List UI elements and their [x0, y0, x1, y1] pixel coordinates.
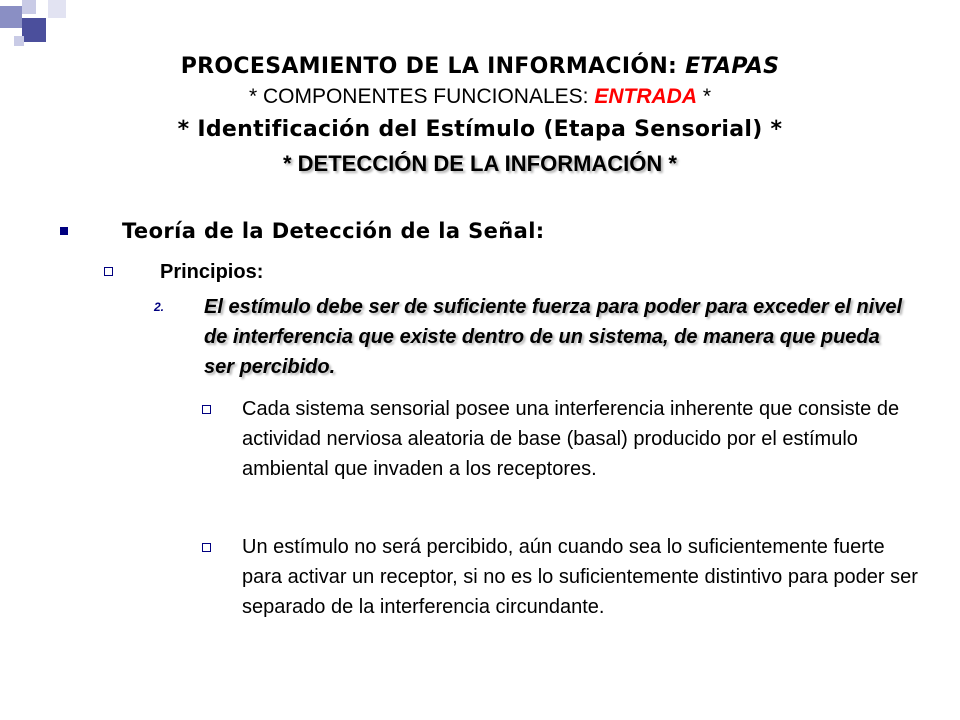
- title-line-2: [0, 82, 960, 112]
- principle-number: 2.: [154, 300, 165, 314]
- decoration-square: [48, 0, 66, 18]
- title-italic-text: ETAPAS: [685, 54, 780, 79]
- principle-text: El estímulo debe ser de suficiente fuerza para poder para exceder el nivel de interferencia que existe dentro de un sistema, de manera que pueda ser percibido.: [204, 296, 903, 378]
- hollow-square-bullet-icon: [104, 267, 113, 276]
- point-text: Un estímulo no será percibido, aún cuando sea lo suficientemente fuerte para activar un receptor, si no es lo suficientemente distintivo para poder ser separado de la interferencia circundante.: [242, 536, 918, 618]
- title-line-3: * Identificación del Estímulo (Etapa Sensorial) *: [177, 117, 783, 142]
- subtitle-highlight: ENTRADA: [594, 85, 698, 108]
- slide-title: [0, 52, 960, 180]
- subtitle-suffix: *: [697, 85, 712, 108]
- square-bullet-icon: [60, 227, 68, 235]
- decoration-square: [14, 36, 24, 46]
- title-line-1: [0, 52, 960, 82]
- decoration-square: [22, 18, 46, 42]
- subtitle-prefix: * COMPONENTES FUNCIONALES:: [248, 85, 595, 108]
- subsection-heading: Principios:: [160, 261, 264, 283]
- title-line-4: * DETECCIÓN DE LA INFORMACIÓN *: [283, 151, 677, 176]
- decoration-square: [0, 6, 22, 28]
- corner-decoration: [0, 0, 80, 60]
- decoration-square: [22, 0, 36, 14]
- point-text: Cada sistema sensorial posee una interferencia inherente que consiste de actividad nerviosa aleatoria de base (basal) producido por el estímulo ambiental que invaden a los receptores.: [242, 398, 900, 480]
- title-main-text: PROCESAMIENTO DE LA INFORMACIÓN:: [180, 54, 686, 79]
- hollow-square-bullet-icon: [202, 543, 211, 552]
- hollow-square-bullet-icon: [202, 405, 211, 414]
- section-heading: Teoría de la Detección de la Señal:: [122, 219, 545, 243]
